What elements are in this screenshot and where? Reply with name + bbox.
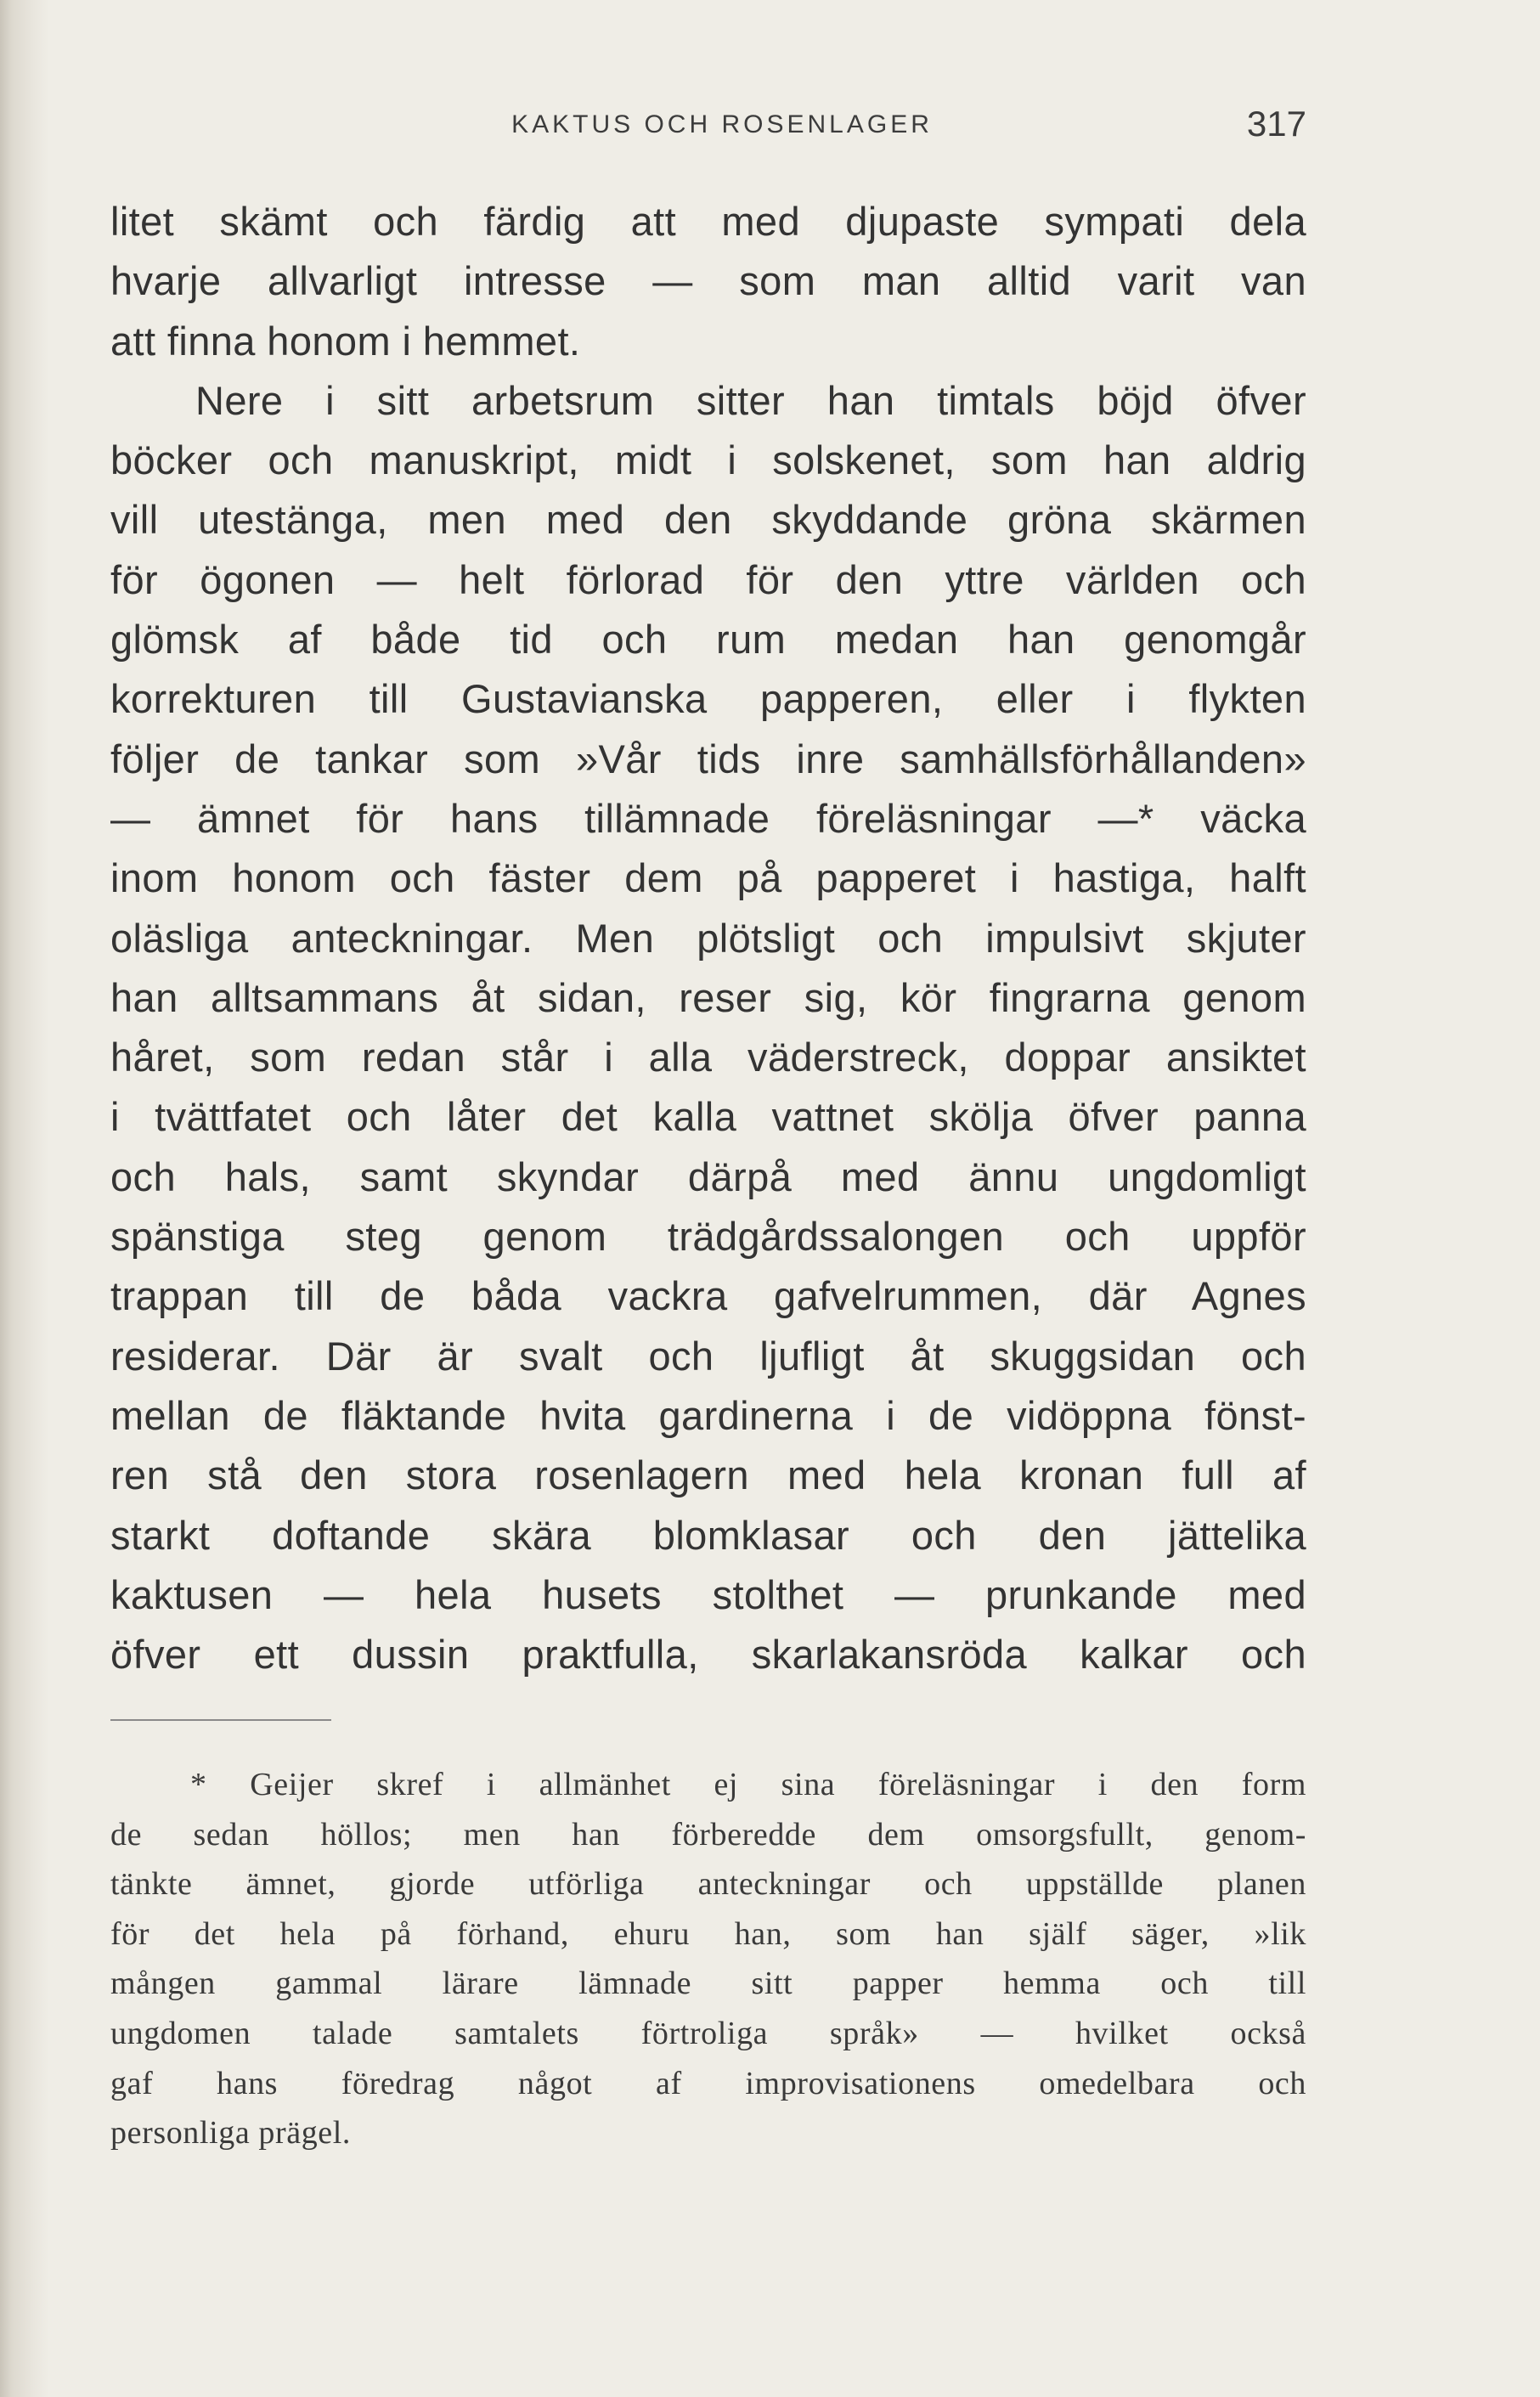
body-line: residerar. Där är svalt och ljufligt åt skuggsidan och: [110, 1333, 1306, 1379]
footnote-line: för det hela på förhand, ehuru han, som han själf säger, »lik: [110, 1915, 1306, 1952]
body-line: trappan till de båda vackra gafvelrummen, där Agnes: [110, 1273, 1306, 1319]
body-line: Nere i sitt arbetsrum sitter han timtals böjd öfver: [195, 377, 1306, 423]
footnote-line: personliga prägel.: [110, 2115, 352, 2152]
body-line: inom honom och fäster dem på papperet i hastiga, halft: [110, 855, 1306, 901]
body-line: öfver ett dussin praktfulla, skarlakansröda kalkar och: [110, 1632, 1306, 1678]
body-line: — ämnet för hans tillämnade föreläsningar —* väcka: [110, 795, 1306, 841]
footnote: [110, 1760, 1306, 2158]
body-line: spänstiga steg genom trädgårdssalongen och uppför: [110, 1214, 1306, 1260]
body-line: korrekturen till Gustavianska papperen, eller i flykten: [110, 676, 1306, 722]
body-line: i tvättfatet och låter det kalla vattnet skölja öfver panna: [110, 1094, 1306, 1140]
page-number: 317: [1246, 104, 1306, 144]
body-line: hvarje allvarligt intresse — som man alltid varit van: [110, 258, 1306, 304]
body-line: starkt doftande skära blomklasar och den jättelika: [110, 1512, 1306, 1558]
running-title: KAKTUS OCH ROSENLAGER: [511, 110, 933, 138]
body-line: och hals, samt skyndar därpå med ännu ungdomligt: [110, 1153, 1306, 1199]
body-line: böcker och manuskript, midt i solskenet, som han aldrig: [110, 437, 1306, 483]
page-header: [110, 104, 1306, 146]
body-line: mellan de fläktande hvita gardinerna i de vidöppna fönst-: [110, 1392, 1306, 1438]
footnote-line: tänkte ämnet, gjorde utförliga anteckningar och uppställde planen: [110, 1866, 1306, 1903]
body-line: han alltsammans åt sidan, reser sig, kör fingrarna genom: [110, 974, 1306, 1020]
body-line: ren stå den stora rosenlagern med hela kronan full af: [110, 1452, 1306, 1498]
footnote-line: * Geijer skref i allmänhet ej sina föreläsningar i den form: [190, 1767, 1306, 1802]
body-line: vill utestänga, men med den skyddande gröna skärmen: [110, 497, 1306, 543]
book-spine-shadow: [0, 0, 49, 2397]
body-line: litet skämt och färdig att med djupaste sympati dela: [110, 199, 1306, 244]
footnote-line: gaf hans föredrag något af improvisationens omedelbara och: [110, 2065, 1306, 2101]
body-line: följer de tankar som »Vår tids inre samhällsförhållanden»: [110, 736, 1306, 781]
body-text: [110, 192, 1306, 1684]
footnote-line: mången gammal lärare lämnade sitt papper hemma och till: [110, 1966, 1306, 2002]
body-line: för ögonen — helt förlorad för den yttre världen och: [110, 556, 1306, 602]
body-line: håret, som redan står i alla väderstreck, doppar ansiktet: [110, 1035, 1306, 1080]
footnote-line: de sedan höllos; men han förberedde dem omsorgsfullt, genom-: [110, 1816, 1306, 1853]
footnote-line: ungdomen talade samtalets förtroliga språk» — hvilket också: [110, 2015, 1306, 2051]
body-line: kaktusen — hela husets stolthet — prunkande med: [110, 1571, 1306, 1617]
body-line: glömsk af både tid och rum medan han genomgår: [110, 617, 1306, 663]
body-line: oläsliga anteckningar. Men plötsligt och impulsivt skjuter: [110, 915, 1306, 961]
body-line: att finna honom i hemmet.: [110, 318, 581, 364]
footnote-divider: [110, 1719, 331, 1721]
